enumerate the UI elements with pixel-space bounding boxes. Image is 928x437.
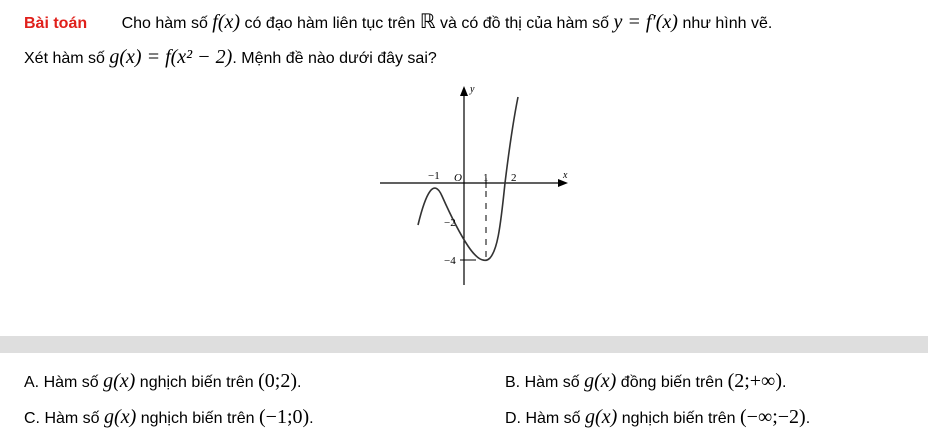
option-text: nghịch biến trên bbox=[139, 374, 254, 391]
y-tick-label-minus-2: −2 bbox=[444, 217, 456, 229]
option-end: . bbox=[309, 410, 314, 427]
option-text: nghịch biến trên bbox=[140, 410, 255, 427]
derivative-graph bbox=[380, 82, 580, 285]
option-end: . bbox=[805, 410, 811, 427]
problem-line-1 bbox=[24, 9, 772, 34]
y-tick-label-minus-4: −4 bbox=[444, 255, 456, 267]
axis-label-x: x bbox=[563, 170, 568, 181]
option-func: g(x) bbox=[104, 406, 137, 428]
text: như hình vẽ. bbox=[682, 15, 773, 32]
option-interval: (0;2) bbox=[258, 370, 297, 392]
text: Cho hàm số bbox=[121, 15, 208, 32]
option-label: A. Hàm số bbox=[24, 374, 99, 391]
x-tick-label-minus-1: −1 bbox=[428, 170, 440, 182]
question-text: . Mệnh đề nào dưới đây sai? bbox=[232, 50, 437, 67]
text: và có đồ thị của hàm số bbox=[440, 15, 610, 32]
math-y-fprime: y = f′(x) bbox=[613, 11, 678, 33]
x-tick-label-1: 1 bbox=[483, 172, 489, 184]
option-label: B. Hàm số bbox=[505, 374, 580, 391]
section-divider bbox=[0, 336, 928, 353]
option-d[interactable] bbox=[505, 406, 810, 429]
y-axis-arrow bbox=[460, 86, 468, 96]
option-label: C. Hàm số bbox=[24, 410, 100, 427]
option-text: nghịch biến trên bbox=[621, 410, 736, 427]
text: Xét hàm số bbox=[24, 50, 105, 67]
option-label: D. Hàm số bbox=[505, 410, 581, 427]
option-func: g(x) bbox=[584, 370, 617, 392]
text: có đạo hàm liên tục trên bbox=[244, 15, 416, 32]
option-c[interactable] bbox=[24, 406, 314, 429]
problem-tag: Bài toán bbox=[24, 15, 88, 32]
option-b[interactable] bbox=[505, 370, 786, 393]
math-g-x: g(x) = f(x² − 2) bbox=[109, 46, 233, 68]
problem-line-2 bbox=[24, 46, 437, 69]
option-func: g(x) bbox=[103, 370, 136, 392]
option-end: . bbox=[297, 374, 302, 391]
option-interval: (−∞;−2) bbox=[740, 406, 806, 428]
option-end: . bbox=[781, 374, 787, 391]
option-interval: (2;+∞) bbox=[727, 370, 782, 392]
math-set-R: ℝ bbox=[419, 11, 436, 33]
option-a[interactable] bbox=[24, 370, 301, 393]
math-f-x: f(x) bbox=[212, 11, 241, 33]
x-tick-label-2: 2 bbox=[511, 172, 517, 184]
answer-options bbox=[0, 353, 928, 437]
option-interval: (−1;0) bbox=[259, 406, 310, 428]
axis-label-y: y bbox=[470, 84, 475, 95]
option-func: g(x) bbox=[585, 406, 618, 428]
option-text: đồng biến trên bbox=[620, 374, 724, 391]
origin-label: O bbox=[454, 172, 462, 184]
